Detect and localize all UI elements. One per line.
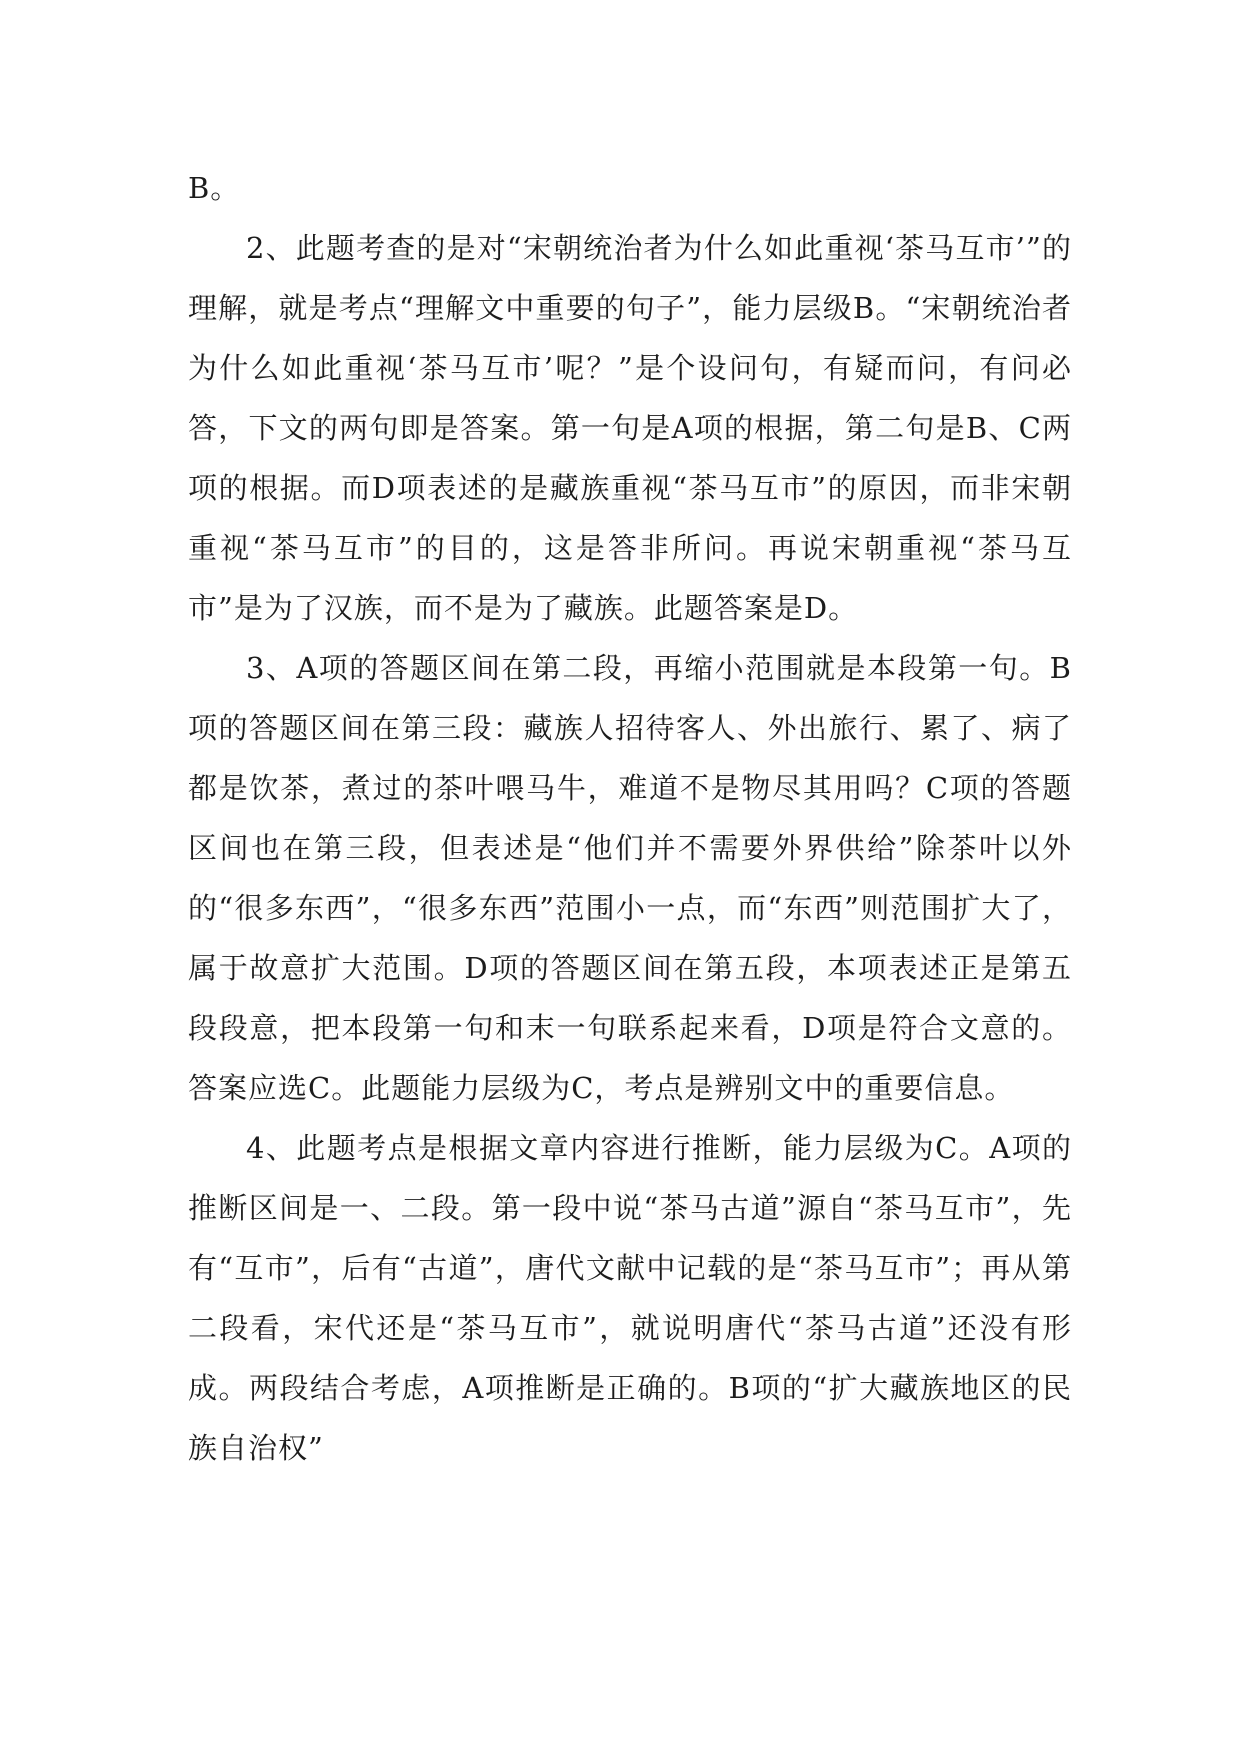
paragraph-question-4: 4、此题考点是根据文章内容进行推断，能力层级为C。A项的推断区间是一、二段。第一段中说“茶马古道”源自“茶马互市”，先有“互市”，后有“古道”，唐代文献中记载的是“茶马互市”；再从第二段看，宋代还是“茶马互市”，就说明唐代“茶马古道”还没有形成。两段结合考虑，A项推断是正确的。B项的“扩大藏族地区的民族自治权” [188,1131,1072,1465]
paragraph-question-3: 3、A项的答题区间在第二段，再缩小范围就是本段第一句。B项的答题区间在第三段：藏族人招待客人、外出旅行、累了、病了都是饮茶，煮过的茶叶喂马牛，难道不是物尽其用吗？C项的答题区间也在第三段，但表述是“他们并不需要外界供给”除茶叶以外的“很多东西”，“很多东西”范围小一点，而“东西”则范围扩大了，属于故意扩大范围。D项的答题区间在第五段，本项表述正是第五段段意，把本段第一句和末一句联系起来看，D项是符合文意的。答案应选C。此题能力层级为C，考点是辨别文中的重要信息。 [188,651,1072,1105]
paragraph-question-2: 2、此题考查的是对“宋朝统治者为什么如此重视‘茶马互市’”的理解，就是考点“理解文中重要的句子”，能力层级B。“宋朝统治者为什么如此重视‘茶马互市’呢？”是个设问句，有疑而问，有问必答，下文的两句即是答案。第一句是A项的根据，第二句是B、C两项的根据。而D项表述的是藏族重视“茶马互市”的原因，而非宋朝重视“茶马互市”的目的，这是答非所问。再说宋朝重视“茶马互市”是为了汉族，而不是为了藏族。此题答案是D。 [188,231,1072,625]
paragraph-answer-fragment: B。 [188,171,241,205]
document-body [188,158,1072,1478]
